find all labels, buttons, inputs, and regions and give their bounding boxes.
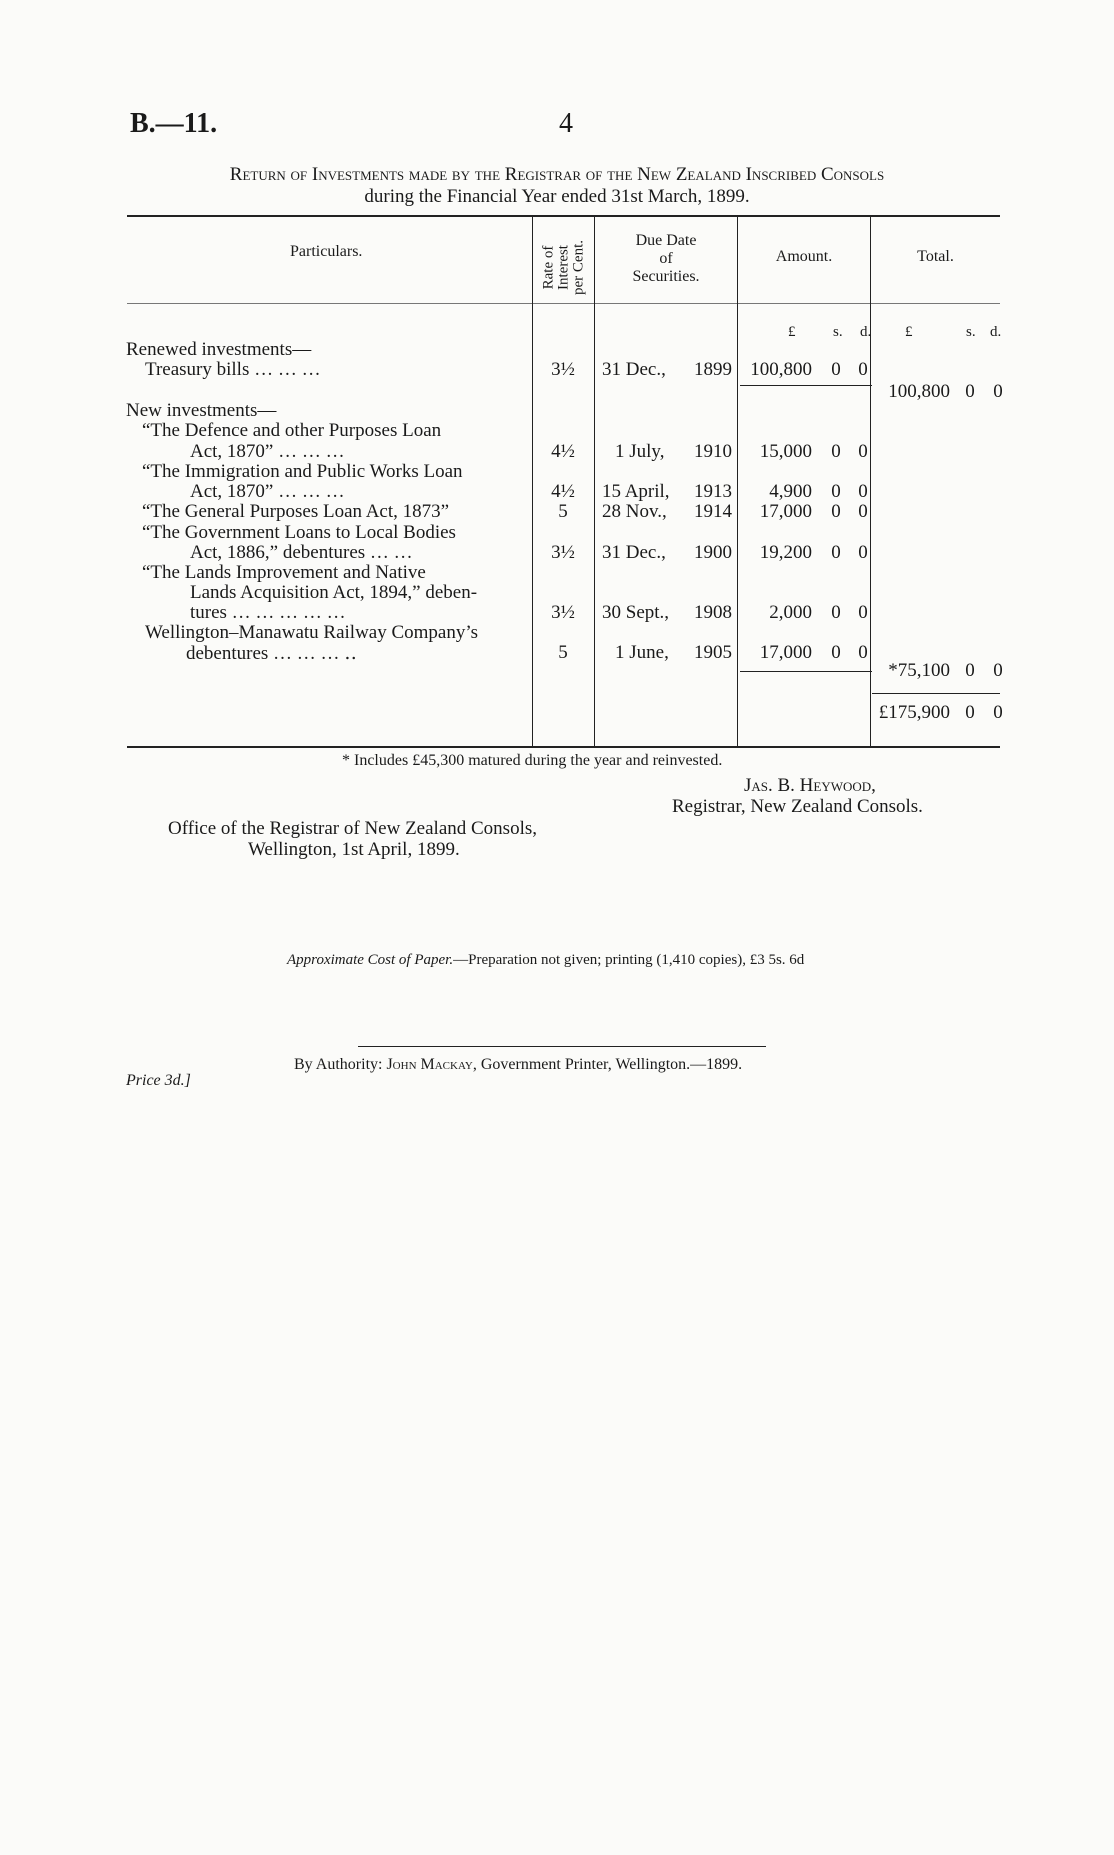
row-particulars: “The Immigration and Public Works Loan [142, 461, 463, 482]
row-amount: 17,000 [759, 642, 812, 663]
total-shillings-label: s. [966, 324, 976, 340]
col-header-rate-l2: Interest [555, 245, 572, 290]
col-rule-3 [737, 217, 738, 746]
row-pence: 0 [858, 501, 868, 522]
row-rate: 3½ [551, 542, 575, 563]
footnote: * Includes £45,300 matured during the year and reinvested. [342, 752, 723, 769]
row-shillings: 0 [831, 359, 841, 380]
renewed-total-amount: 100,800 [888, 381, 950, 402]
page-number: 4 [559, 108, 573, 139]
price-note: Price 3d.] [126, 1072, 191, 1089]
row-particulars-cont: Act, 1870” … … … [190, 481, 345, 502]
row-due-day: 31 Dec., [602, 359, 666, 380]
row-pence: 0 [858, 481, 868, 502]
row-particulars: “The Government Loans to Local Bodies [142, 522, 456, 543]
row-rate: 3½ [551, 602, 575, 623]
row-due-year: 1914 [694, 501, 732, 522]
row-pence: 0 [858, 359, 868, 380]
grand-total-pence: 0 [993, 702, 1003, 723]
row-due-day: 28 Nov., [602, 501, 667, 522]
row-due-day: 1 June, [615, 642, 669, 663]
new-total-shillings: 0 [965, 660, 975, 681]
row-shillings: 0 [831, 642, 841, 663]
row-due-year: 1899 [694, 359, 732, 380]
document-code: B.—11. [130, 108, 218, 139]
grand-total-amount: £175,900 [878, 702, 950, 723]
row-shillings: 0 [831, 481, 841, 502]
row-due-year: 1910 [694, 441, 732, 462]
imprint-authority: By Authority: [294, 1056, 383, 1073]
amount-shillings-label: s. [833, 324, 843, 340]
row-due-day: 15 April, [602, 481, 670, 502]
row-particulars: “The General Purposes Loan Act, 1873” [142, 501, 450, 522]
col-header-due-date [596, 232, 736, 286]
row-due-day: 30 Sept., [602, 602, 670, 623]
col-header-particulars: Particulars. [290, 243, 363, 260]
row-particulars-cont: Act, 1870” … … … [190, 441, 345, 462]
row-due-year: 1900 [694, 542, 732, 563]
row-rate: 3½ [551, 359, 575, 380]
total-pound-label: £ [905, 324, 913, 340]
signature-name: Jas. B. Heywood, [744, 775, 876, 796]
imprint [294, 1056, 742, 1074]
office-line1: Office of the Registrar of New Zealand Consols, [168, 818, 537, 839]
row-due-year: 1908 [694, 602, 732, 623]
col-header-amount: Amount. [775, 248, 833, 265]
table-title-line1: Return of Investments made by the Registrar of the New Zealand Inscribed Consols [229, 164, 885, 185]
row-shillings: 0 [831, 501, 841, 522]
total-pence-label: d. [990, 324, 1002, 340]
row-amount: 17,000 [759, 501, 812, 522]
office-line2: Wellington, 1st April, 1899. [248, 839, 460, 860]
new-total-amount: *75,100 [888, 660, 950, 681]
table-subtitle: during the Financial Year ended 31st March, 1899. [364, 186, 750, 207]
row-amount: 100,800 [750, 359, 812, 380]
col-header-rate-l3: per Cent. [570, 240, 587, 295]
row-shillings: 0 [831, 602, 841, 623]
amount-pound-label: £ [788, 324, 796, 340]
cost-note [287, 952, 804, 969]
renewed-subtotal-rule [740, 385, 872, 386]
row-due-year: 1905 [694, 642, 732, 663]
imprint-rule [358, 1046, 766, 1047]
row-particulars-cont: debentures … … … ‥ [186, 643, 357, 664]
row-particulars-cont: tures … … … … … [190, 602, 346, 623]
renewed-total-shillings: 0 [965, 381, 975, 402]
row-amount: 2,000 [769, 602, 812, 623]
row-amount: 4,900 [769, 481, 812, 502]
table-bottom-rule [127, 746, 1000, 748]
signature-title: Registrar, New Zealand Consols. [672, 796, 923, 817]
row-rate: 4½ [551, 441, 575, 462]
section-renewed: Renewed investments— [126, 339, 312, 360]
row-due-year: 1913 [694, 481, 732, 502]
col-header-due-l3: Securities. [632, 268, 700, 285]
row-pence: 0 [858, 441, 868, 462]
row-shillings: 0 [831, 441, 841, 462]
imprint-rest: , Government Printer, Wellington.—1899. [472, 1056, 743, 1073]
row-shillings: 0 [831, 542, 841, 563]
col-header-rate-l1: Rate of [540, 245, 557, 290]
cost-text: —Preparation not given; printing (1,410 copies), £3 5s. 6d [453, 952, 805, 968]
section-new: New investments— [126, 400, 277, 421]
row-particulars: Wellington–Manawatu Railway Company’s [145, 622, 479, 643]
col-header-total: Total. [917, 248, 954, 265]
new-subtotal-rule [740, 671, 872, 672]
col-rule-2 [594, 217, 595, 746]
row-rate: 5 [558, 642, 568, 663]
grand-total-shillings: 0 [965, 702, 975, 723]
row-rate: 4½ [551, 481, 575, 502]
row-particulars: Treasury bills … … … [145, 359, 321, 380]
row-amount: 15,000 [759, 441, 812, 462]
row-amount: 19,200 [759, 542, 812, 563]
amount-pence-label: d. [860, 324, 872, 340]
table-title [0, 164, 1114, 186]
renewed-total-pence: 0 [993, 381, 1003, 402]
row-particulars: “The Defence and other Purposes Loan [142, 420, 442, 441]
grand-total-rule [872, 693, 1000, 694]
cost-label: Approximate Cost of Paper. [287, 952, 454, 968]
row-due-day: 1 July, [615, 441, 665, 462]
row-pence: 0 [858, 602, 868, 623]
row-particulars-cont: Lands Acquisition Act, 1894,” deben- [190, 582, 478, 603]
col-header-rate [542, 218, 587, 318]
row-rate: 5 [558, 501, 568, 522]
row-particulars: “The Lands Improvement and Native [142, 562, 426, 583]
imprint-printer: John Mackay [386, 1056, 473, 1073]
row-pence: 0 [858, 642, 868, 663]
new-total-pence: 0 [993, 660, 1003, 681]
row-pence: 0 [858, 542, 868, 563]
row-particulars-cont: Act, 1886,” debentures … … [190, 542, 413, 563]
col-header-due-l2: of [659, 250, 673, 267]
row-due-day: 31 Dec., [602, 542, 666, 563]
col-header-due-l1: Due Date [635, 232, 697, 249]
